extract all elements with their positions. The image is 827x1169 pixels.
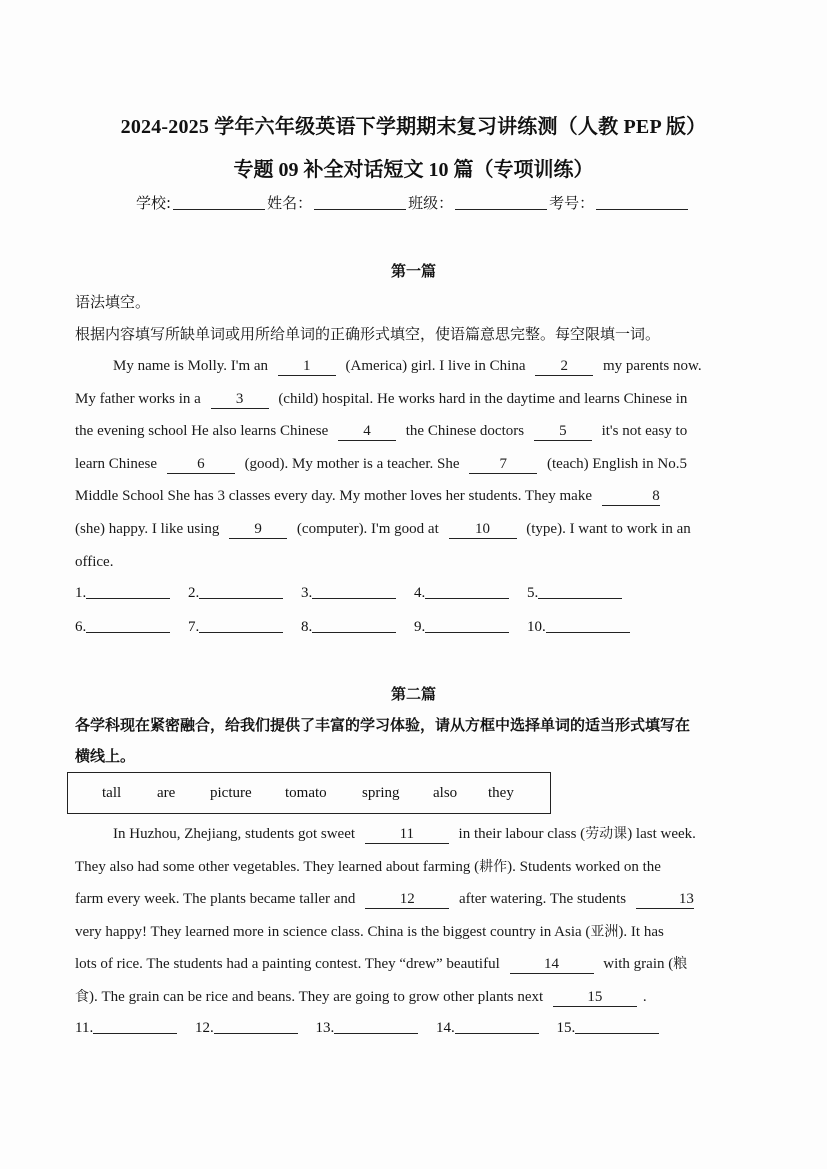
word-bank-item: tomato bbox=[285, 785, 327, 801]
blank-6[interactable]: 6 bbox=[167, 456, 235, 474]
passage-line: In Huzhou, Zhejiang, students got sweet 11 in their labour class (劳动课) last week. bbox=[113, 826, 696, 842]
passage-line: (she) happy. I like using 9 (computer). I'm good at 10 (type). I want to work in an bbox=[75, 520, 691, 537]
word-bank-item: are bbox=[157, 785, 176, 801]
passage-line: learn Chinese 6 (good). My mother is a teacher. She 7 (teach) English in No.5 bbox=[75, 455, 687, 472]
school-field[interactable] bbox=[173, 195, 265, 210]
answer-field-9[interactable] bbox=[425, 618, 509, 633]
section1-answers-row-1: 1. 2. 3. 4. 5. bbox=[75, 584, 636, 602]
word-bank-box bbox=[67, 772, 551, 814]
blank-11[interactable]: 11 bbox=[365, 826, 449, 844]
section1-title: 第一篇 bbox=[390, 262, 436, 280]
document-title: 2024-2025 学年六年级英语下学期期末复习讲练测（人教 PEP 版） bbox=[120, 116, 707, 138]
passage-line: lots of rice. The students had a painting contest. They “drew” beautiful 14 with grain (粮 bbox=[75, 956, 688, 973]
passage-line: My father works in a 3 (child) hospital. He works hard in the daytime and learns Chinese in bbox=[75, 390, 688, 407]
passage-line: farm every week. The plants became taller and 12 after watering. The students 13 bbox=[75, 891, 694, 908]
answer-field-10[interactable] bbox=[546, 618, 630, 633]
blank-7[interactable]: 7 bbox=[469, 456, 537, 474]
answer-field-2[interactable] bbox=[199, 584, 283, 599]
exam-number-field[interactable] bbox=[596, 195, 688, 210]
blank-5[interactable]: 5 bbox=[534, 423, 592, 441]
answer-field-11[interactable] bbox=[93, 1019, 177, 1034]
answer-field-3[interactable] bbox=[312, 584, 396, 599]
class-label: 班级： bbox=[408, 194, 454, 212]
answer-field-1[interactable] bbox=[86, 584, 170, 599]
blank-3[interactable]: 3 bbox=[211, 391, 269, 409]
school-label: 学校: bbox=[136, 194, 172, 212]
section2-instruction-2: 横线上。 bbox=[75, 747, 136, 765]
blank-13[interactable]: 13 bbox=[636, 891, 694, 909]
document-subtitle: 专题 09 补全对话短文 10 篇（专项训练） bbox=[233, 159, 594, 181]
section1-passage bbox=[75, 350, 753, 578]
answer-field-14[interactable] bbox=[455, 1019, 539, 1034]
student-info-line bbox=[136, 192, 690, 213]
blank-15[interactable]: 15 bbox=[553, 989, 637, 1007]
passage-line: They also had some other vegetables. They learned about farming (耕作). Students worked on the bbox=[75, 858, 661, 875]
answer-field-7[interactable] bbox=[199, 618, 283, 633]
blank-10[interactable]: 10 bbox=[449, 521, 517, 539]
passage-line: the evening school He also learns Chinese 4 the Chinese doctors 5 it's not easy to bbox=[75, 423, 688, 440]
exam-number-label: 考号： bbox=[549, 194, 595, 212]
blank-4[interactable]: 4 bbox=[338, 423, 396, 441]
blank-1[interactable]: 1 bbox=[278, 358, 336, 376]
answer-field-12[interactable] bbox=[214, 1019, 298, 1034]
word-bank-item: tall bbox=[102, 785, 122, 801]
word-bank-item: also bbox=[433, 785, 458, 801]
blank-14[interactable]: 14 bbox=[510, 956, 594, 974]
passage-line: very happy! They learned more in science class. China is the biggest country in Asia (亚洲). It has bbox=[75, 923, 664, 940]
answer-field-4[interactable] bbox=[425, 584, 509, 599]
section2-title: 第二篇 bbox=[390, 685, 436, 703]
passage-line: Middle School She has 3 classes every day. My mother loves her students. They make 8 bbox=[75, 488, 660, 505]
section2-passage bbox=[75, 818, 753, 1014]
blank-12[interactable]: 12 bbox=[365, 891, 449, 909]
section1-instruction-1: 语法填空。 bbox=[75, 293, 151, 311]
blank-2[interactable]: 2 bbox=[535, 358, 593, 376]
answer-field-6[interactable] bbox=[86, 618, 170, 633]
blank-9[interactable]: 9 bbox=[229, 521, 287, 539]
blank-8[interactable]: 8 bbox=[602, 488, 660, 506]
answer-field-5[interactable] bbox=[538, 584, 622, 599]
section1-instruction-2: 根据内容填写所缺单词或用所给单词的正确形式填空，使语篇意思完整。每空限填一词。 bbox=[75, 325, 661, 343]
answer-field-13[interactable] bbox=[334, 1019, 418, 1034]
answer-field-8[interactable] bbox=[312, 618, 396, 633]
passage-line: My name is Molly. I'm an 1 (America) girl. I live in China 2 my parents now. bbox=[113, 358, 702, 374]
answer-field-15[interactable] bbox=[575, 1019, 659, 1034]
passage-line: 食). The grain can be rice and beans. They are going to grow other plants next 15 . bbox=[75, 988, 647, 1005]
word-bank-item: they bbox=[488, 785, 514, 801]
passage-line: office. bbox=[75, 553, 114, 570]
section2-instruction-1: 各学科现在紧密融合，给我们提供了丰富的学习体验，请从方框中选择单词的适当形式填写在 bbox=[75, 716, 691, 734]
section2-answers-row: 11. 12. 13. 14. 15. bbox=[75, 1019, 673, 1037]
word-bank-item: spring bbox=[362, 785, 400, 801]
section1-answers-row-2: 6. 7. 8. 9. 10. bbox=[75, 618, 644, 636]
class-field[interactable] bbox=[455, 195, 547, 210]
name-field[interactable] bbox=[314, 195, 406, 210]
word-bank-item: picture bbox=[210, 785, 252, 801]
name-label: 姓名： bbox=[267, 194, 313, 212]
